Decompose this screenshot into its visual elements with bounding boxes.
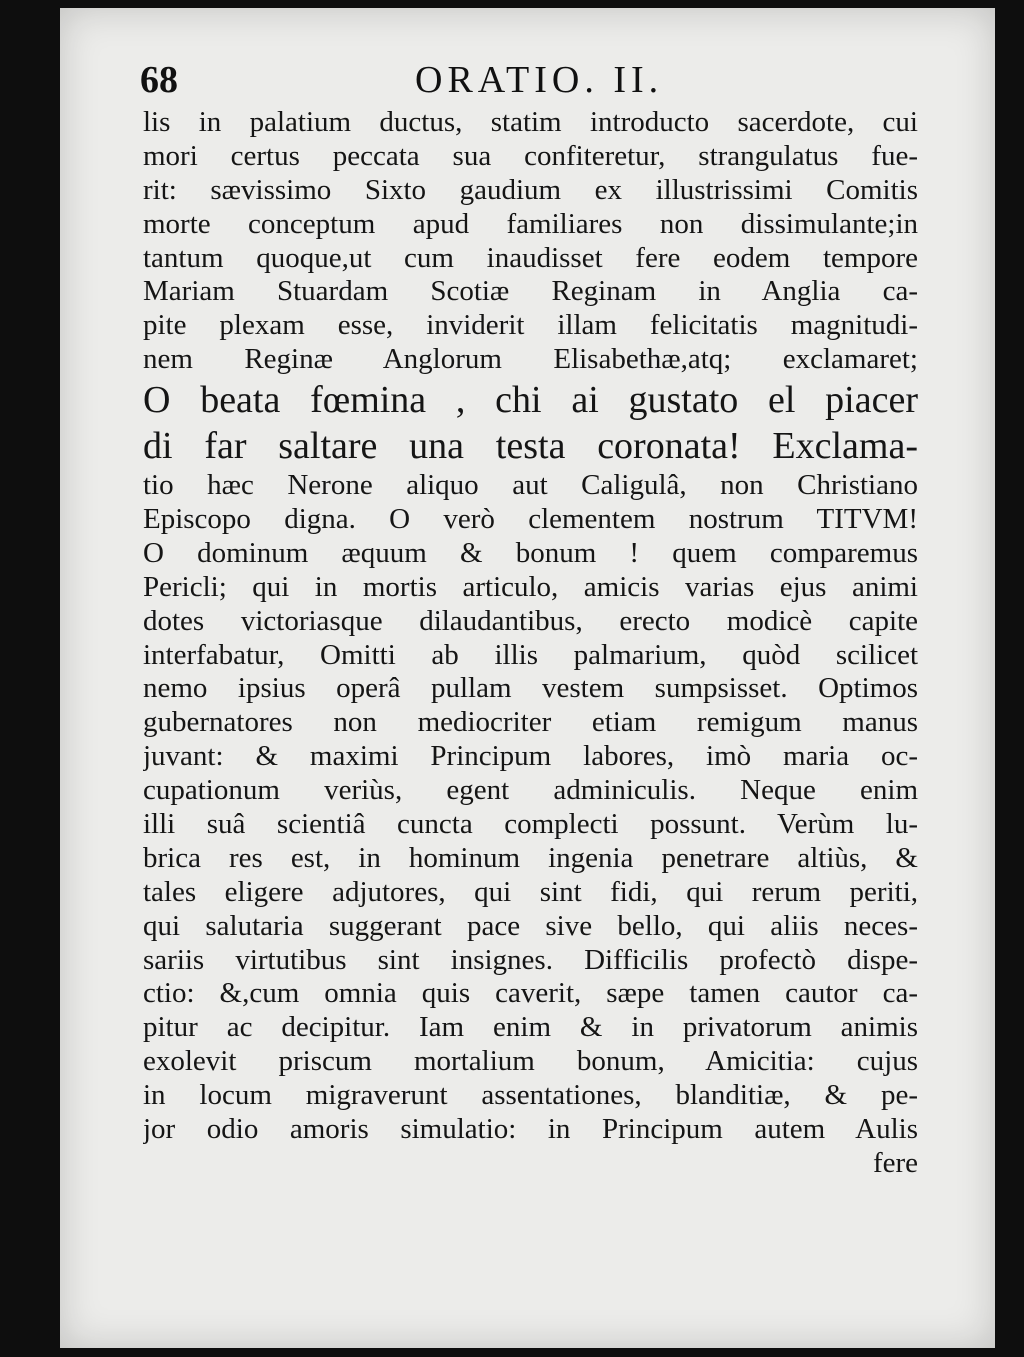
text-line: lis in palatium ductus, statim introducto sacerdote, cui bbox=[143, 106, 918, 138]
text-line: morte conceptum apud familiares non dissimulante;in bbox=[143, 207, 918, 240]
text-line: pitur ac decipitur. Iam enim & in privatorum animis bbox=[143, 1011, 918, 1044]
body-text bbox=[143, 106, 918, 1181]
page-number: 68 bbox=[140, 59, 178, 101]
page-header bbox=[140, 58, 930, 102]
catchword: fere bbox=[872, 1146, 918, 1179]
running-head: ORATIO. II. bbox=[415, 59, 664, 101]
text-line: Mariam Stuardam Scotiæ Reginam in Anglia ca- bbox=[143, 275, 918, 308]
text-line: Episcopo digna. O verò clementem nostrum TITVM! bbox=[143, 503, 918, 536]
text-line: exolevit priscum mortalium bonum, Amicitia: cujus bbox=[143, 1045, 918, 1078]
text-line: nem Reginæ Anglorum Elisabethæ,atq; exclamaret; bbox=[143, 343, 918, 376]
text-line: gubernatores non mediocriter etiam remigum manus bbox=[143, 706, 918, 739]
text-line: dotes victoriasque dilaudantibus, erecto modicè capite bbox=[143, 604, 918, 637]
text-line: brica res est, in hominum ingenia penetrare altiùs, & bbox=[143, 841, 918, 874]
italian-quote-line: O beata fœmina , chi ai gustato el piacer bbox=[143, 379, 918, 422]
text-line: qui salutaria suggerant pace sive bello, qui aliis neces- bbox=[143, 909, 918, 942]
text-line: sariis virtutibus sint insignes. Difficilis profectò dispe- bbox=[143, 943, 918, 976]
text-line: nemo ipsius operâ pullam vestem sumpsisset. Optimos bbox=[143, 672, 918, 705]
text-line: illi suâ scientiâ cuncta complecti possunt. Verùm lu- bbox=[143, 808, 918, 841]
text-line: O dominum æquum & bonum ! quem comparemus bbox=[143, 536, 918, 569]
text-line: rit: sævissimo Sixto gaudium ex illustrissimi Comitis bbox=[143, 173, 918, 206]
text-line: interfabatur, Omitti ab illis palmarium, quòd scilicet bbox=[143, 638, 918, 671]
text-line: cupationum veriùs, egent adminiculis. Neque enim bbox=[143, 774, 918, 807]
text-line: jor odio amoris simulatio: in Principum autem Aulis bbox=[143, 1113, 918, 1146]
text-line: juvant: & maximi Principum labores, imò maria oc- bbox=[143, 740, 918, 773]
text-line: in locum migraverunt assentationes, blanditiæ, & pe- bbox=[143, 1079, 918, 1112]
text-line: ctio: &,cum omnia quis caverit, sæpe tamen cautor ca- bbox=[143, 977, 918, 1010]
italian-quote-line: di far saltare una testa coronata! Exclama- bbox=[143, 425, 918, 468]
text-line: mori certus peccata sua confiteretur, strangulatus fue- bbox=[143, 139, 918, 172]
text-line: tio hæc Nerone aliquo aut Caligulâ, non Christiano bbox=[143, 469, 918, 502]
text-line: Pericli; qui in mortis articulo, amicis varias ejus animi bbox=[143, 570, 918, 603]
text-line: tales eligere adjutores, qui sint fidi, qui rerum periti, bbox=[143, 875, 918, 908]
text-line: tantum quoque,ut cum inaudisset fere eodem tempore bbox=[143, 241, 918, 274]
text-line: pite plexam esse, inviderit illam felicitatis magnitudi- bbox=[143, 309, 918, 342]
